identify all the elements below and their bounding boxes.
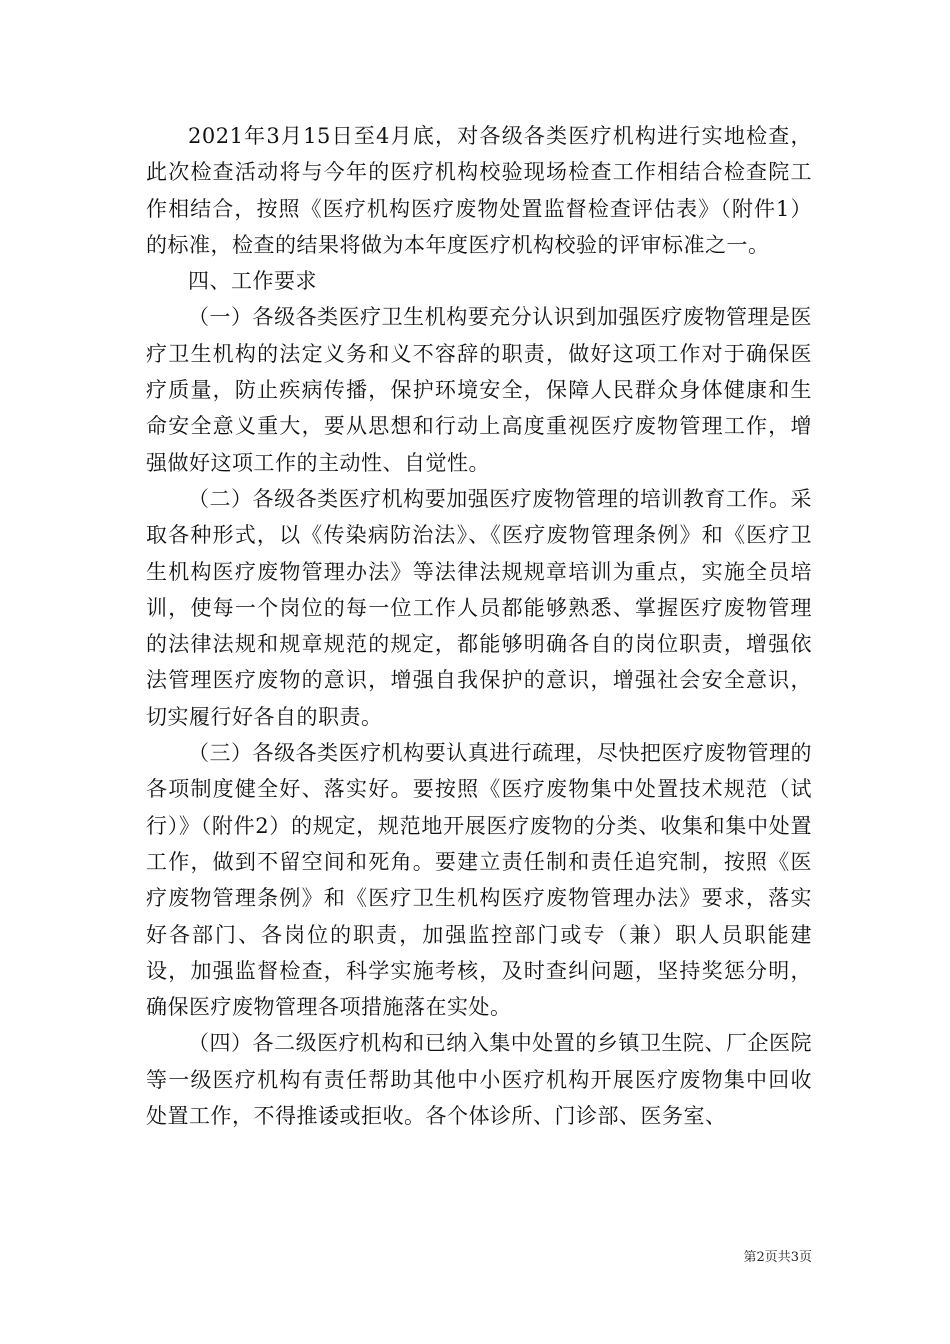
paragraph-requirement-4: （四）各二级医疗机构和已纳入集中处置的乡镇卫生院、厂企医院等一级医疗机构有责任帮助其他中小医疗机构开展医疗废物集中回收处置工作，不得推诿或拒收。各个体诊所、门诊部、医务室、	[146, 1031, 812, 1129]
section-heading-work-requirements: 四、工作要求	[188, 269, 317, 294]
paragraph-requirement-1: （一）各级各类医疗卫生机构要充分认识到加强医疗废物管理是医疗卫生机构的法定义务和义不容辞的职责，做好这项工作对于确保医疗质量，防止疾病传播，保护环境安全，保障人民群众身体健康和生命安全意义重大，要从思想和行动上高度重视医疗废物管理工作，增强做好这项工作的主动性、自觉性。	[146, 305, 812, 475]
document-body	[146, 118, 812, 1134]
paragraph-requirement-3: （三）各级各类医疗机构要认真进行疏理，尽快把医疗废物管理的各项制度健全好、落实好。要按照《医疗废物集中处置技术规范（试行）》（附件2）的规定，规范地开展医疗废物的分类、收集和集中处置工作，做到不留空间和死角。要建立责任制和责任追究制，按照《医疗废物管理条例》和《医疗卫生机构医疗废物管理办法》要求，落实好各部门、各岗位的职责，加强监控部门或专（兼）职人员职能建设，加强监督检查，科学实施考核，及时查纠问题，坚持奖惩分明，确保医疗废物管理各项措施落在实处。	[146, 741, 812, 1020]
page-number-footer: 第2页共3页	[743, 1250, 812, 1265]
paragraph-requirement-2: （二）各级各类医疗机构要加强医疗废物管理的培训教育工作。采取各种形式，以《传染病防治法》、《医疗废物管理条例》和《医疗卫生机构医疗废物管理办法》等法律法规规章培训为重点，实施全员培训，使每一个岗位的每一位工作人员都能够熟悉、掌握医疗废物管理的法律法规和规章规范的规定，都能够明确各自的岗位职责，增强依法管理医疗废物的意识，增强自我保护的意识，增强社会安全意识，切实履行好各自的职责。	[146, 486, 812, 729]
paragraph-inspection-schedule: 2021年3月15日至4月底，对各级各类医疗机构进行实地检查，此次检查活动将与今年的医疗机构校验现场检查工作相结合检查院工作相结合，按照《医疗机构医疗废物处置监督检查评估表》（附件1）的标准，检查的结果将做为本年度医疗机构校验的评审标准之一。	[146, 124, 812, 257]
